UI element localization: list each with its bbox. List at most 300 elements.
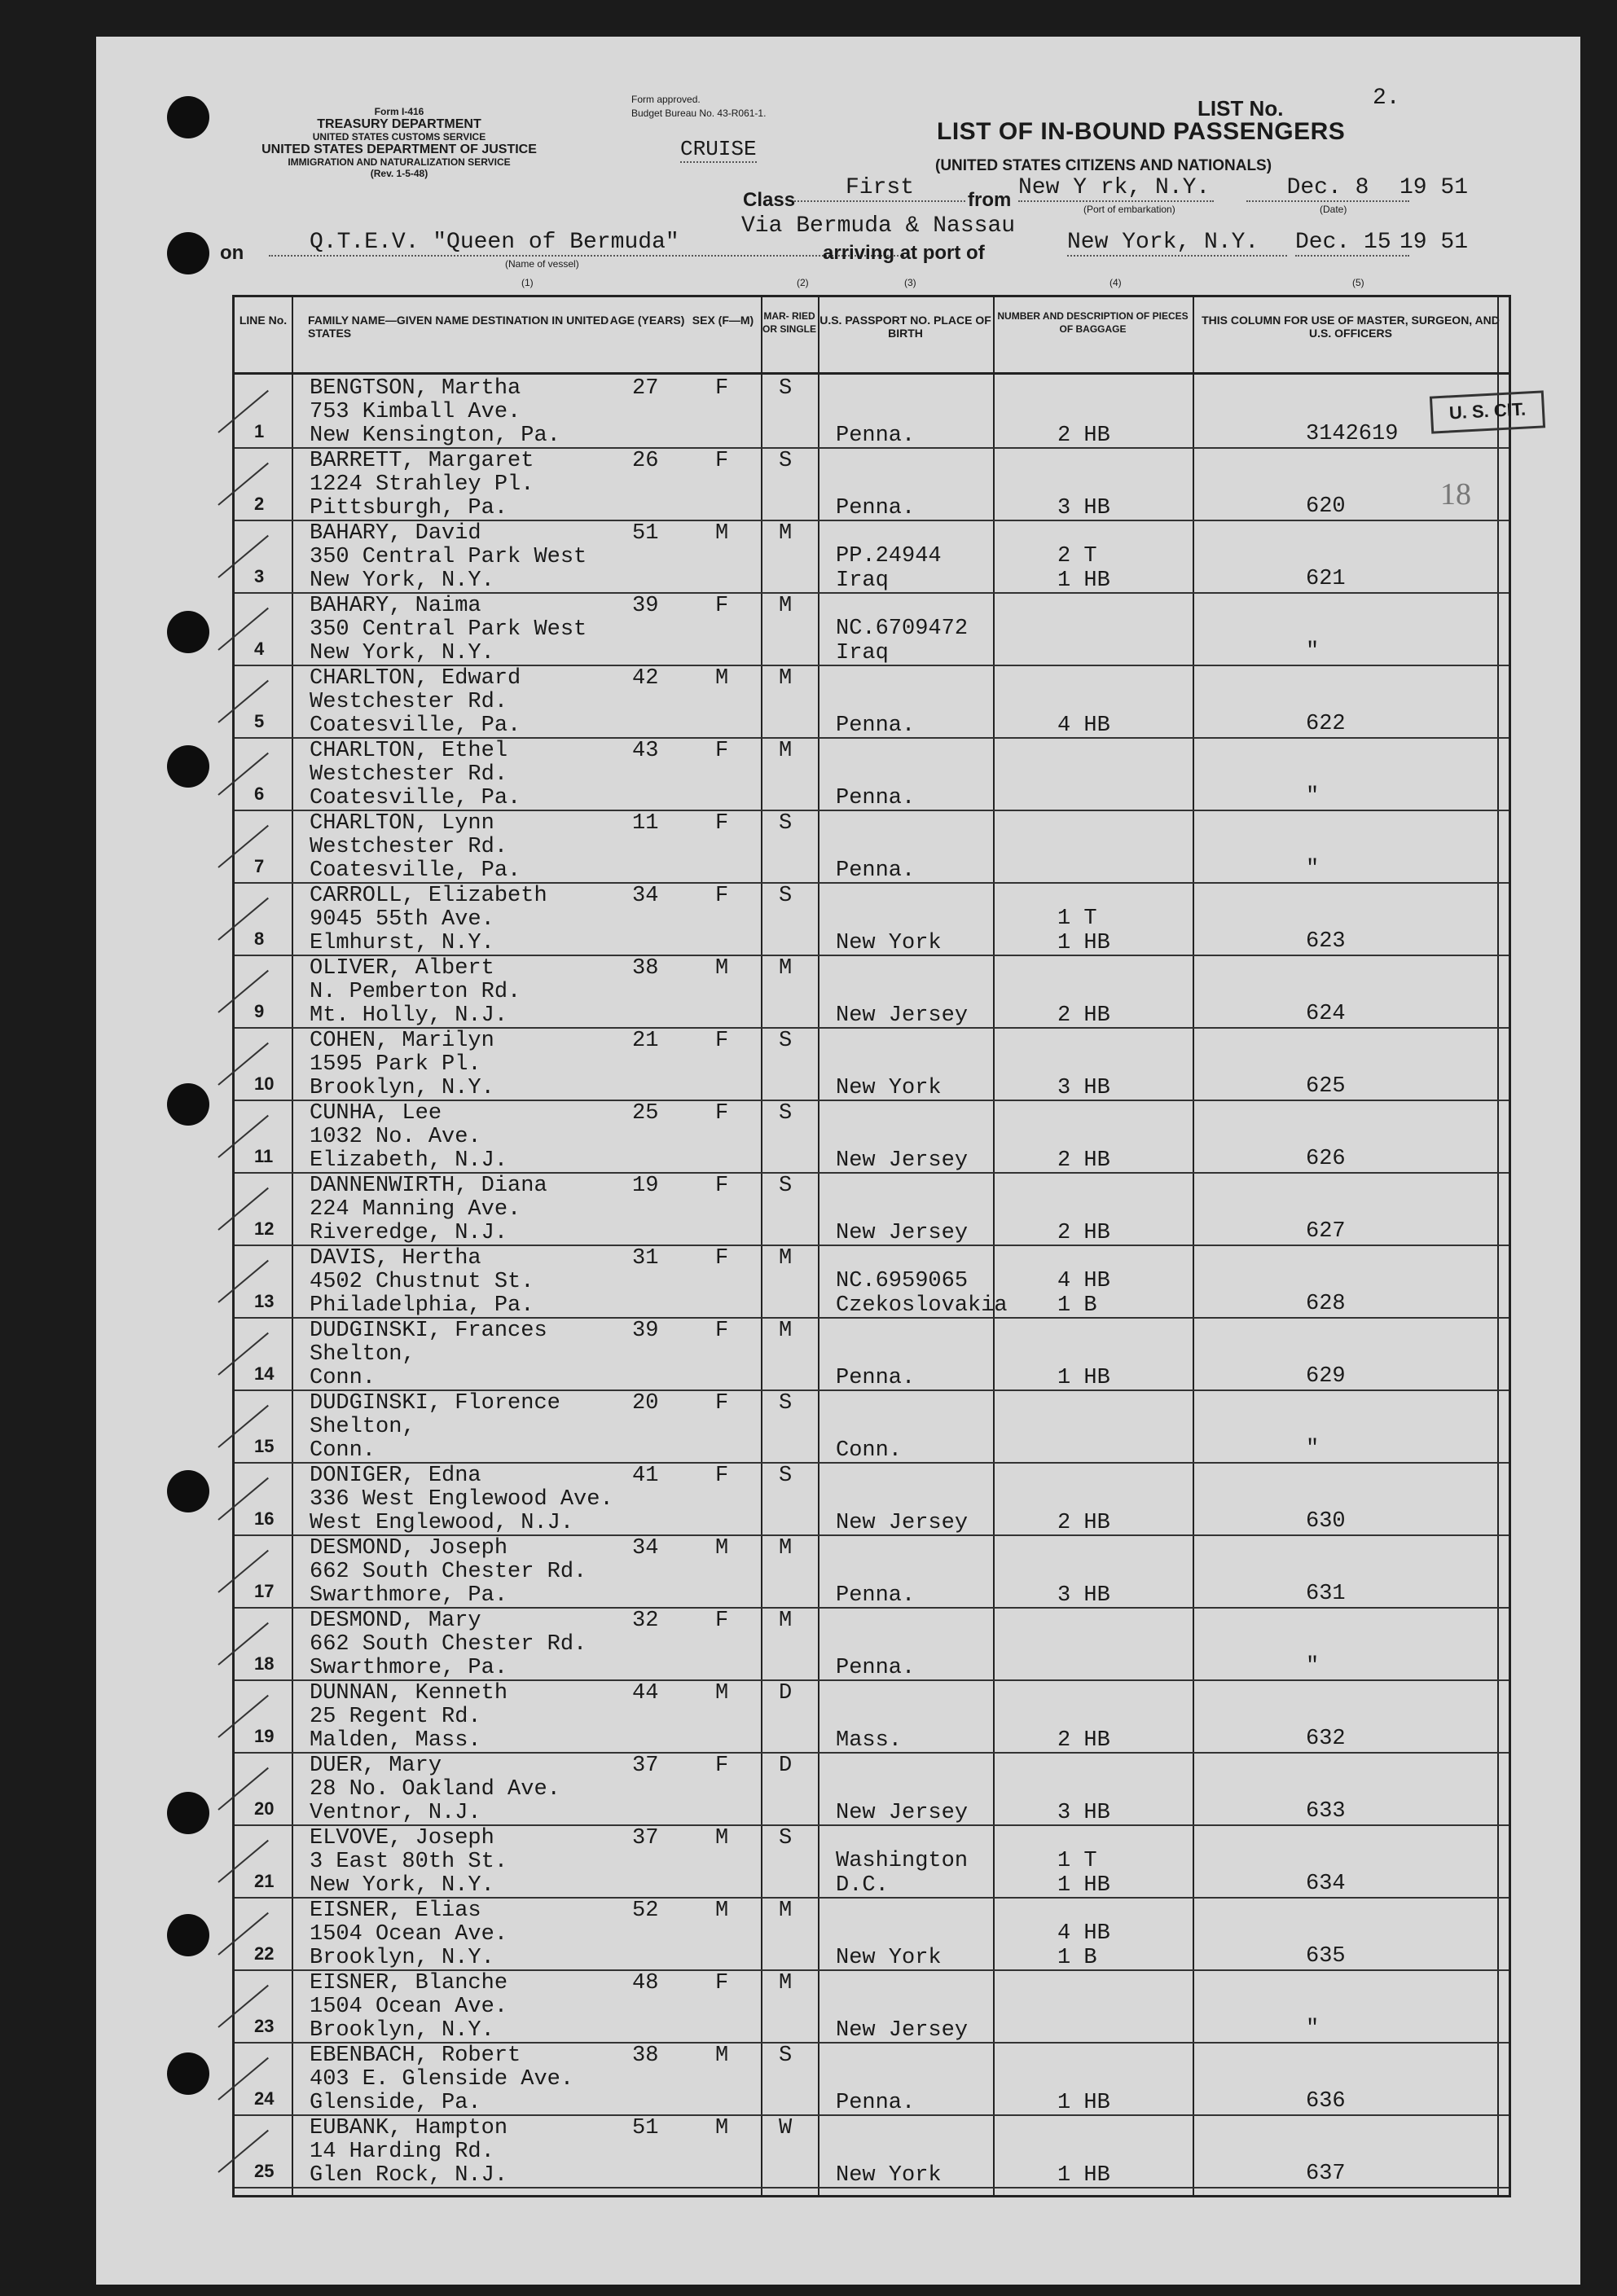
passenger-sex: F bbox=[715, 1246, 729, 1271]
passenger-age: 37 bbox=[632, 1826, 659, 1850]
passenger-name: BAHARY, David bbox=[310, 521, 481, 546]
place-of-birth: New Jersey bbox=[836, 2018, 969, 2043]
page-title: LIST OF IN-BOUND PASSENGERS bbox=[937, 118, 1346, 145]
baggage-line-2: 2 HB bbox=[1057, 424, 1110, 448]
table-row bbox=[235, 447, 1509, 520]
row-line-number: 22 bbox=[254, 1943, 275, 1964]
baggage-line-2: 1 HB bbox=[1057, 1873, 1110, 1898]
passenger-sex: F bbox=[715, 1754, 729, 1778]
punch-hole bbox=[167, 1914, 209, 1956]
punch-hole bbox=[167, 611, 209, 653]
table-row bbox=[235, 1172, 1509, 1245]
place-of-birth: Iraq bbox=[836, 641, 889, 665]
passenger-marital-status: M bbox=[779, 521, 793, 546]
passenger-marital-status: S bbox=[779, 1391, 793, 1416]
page-mark: 18 bbox=[1440, 477, 1471, 511]
passenger-marital-status: S bbox=[779, 884, 793, 908]
passenger-marital-status: S bbox=[779, 811, 793, 836]
passenger-name: DUER, Mary bbox=[310, 1754, 442, 1778]
col-number-4: (4) bbox=[1109, 277, 1122, 288]
passenger-name: DONIGER, Edna bbox=[310, 1464, 481, 1488]
passenger-city: Riveredge, N.J. bbox=[310, 1221, 508, 1245]
passenger-marital-status: S bbox=[779, 449, 793, 473]
baggage-line-2: 1 HB bbox=[1057, 931, 1110, 955]
passenger-marital-status: M bbox=[779, 1899, 793, 1923]
punch-hole bbox=[167, 96, 209, 138]
passenger-sex: M bbox=[715, 1826, 729, 1850]
table-row bbox=[235, 1969, 1509, 2042]
passenger-city: Elmhurst, N.Y. bbox=[310, 931, 494, 955]
passenger-name: BARRETT, Margaret bbox=[310, 449, 534, 473]
on-label: on bbox=[220, 242, 244, 264]
header-line-no: LINE No. bbox=[235, 297, 292, 375]
baggage-line-1: 1 T bbox=[1057, 1849, 1097, 1873]
row-line-number: 13 bbox=[254, 1291, 275, 1311]
arriving-label: arriving at port of bbox=[823, 242, 985, 264]
baggage-line-1: 2 T bbox=[1057, 544, 1097, 569]
header-name: FAMILY NAME—GIVEN NAME DESTINATION IN UNITED STATES bbox=[292, 297, 609, 375]
header-passport: U.S. PASSPORT NO. PLACE OF BIRTH bbox=[818, 297, 993, 375]
place-of-birth: Penna. bbox=[836, 713, 916, 738]
baggage-line-2: 2 HB bbox=[1057, 1728, 1110, 1753]
baggage-line-2: 3 HB bbox=[1057, 496, 1110, 520]
table-row bbox=[235, 1824, 1509, 1897]
passenger-table bbox=[232, 295, 1511, 2197]
baggage-line-2: 1 B bbox=[1057, 1946, 1097, 1970]
passenger-marital-status: M bbox=[779, 739, 793, 763]
passenger-address: 4502 Chustnut St. bbox=[310, 1270, 534, 1294]
passenger-address: 25 Regent Rd. bbox=[310, 1705, 481, 1729]
passenger-sex: F bbox=[715, 1174, 729, 1198]
passenger-sex: F bbox=[715, 739, 729, 763]
passenger-name: DESMOND, Mary bbox=[310, 1609, 481, 1633]
passenger-age: 32 bbox=[632, 1609, 659, 1633]
passenger-sex: F bbox=[715, 594, 729, 618]
passenger-city: New York, N.Y. bbox=[310, 569, 494, 593]
col-number-2: (2) bbox=[797, 277, 809, 288]
passenger-marital-status: S bbox=[779, 376, 793, 401]
passenger-name: CHARLTON, Lynn bbox=[310, 811, 494, 836]
officer-notation: 627 bbox=[1306, 1219, 1346, 1244]
passenger-address: 350 Central Park West bbox=[310, 617, 587, 642]
row-line-number: 4 bbox=[254, 639, 265, 659]
passenger-address: 1504 Ocean Ave. bbox=[310, 1995, 508, 2019]
passenger-age: 44 bbox=[632, 1681, 659, 1706]
table-row bbox=[235, 1462, 1509, 1534]
officer-notation: " bbox=[1306, 639, 1320, 664]
passenger-city: Malden, Mass. bbox=[310, 1728, 481, 1753]
passenger-sex: M bbox=[715, 521, 729, 546]
officer-notation: 620 bbox=[1306, 494, 1346, 519]
table-row bbox=[235, 1100, 1509, 1172]
passenger-marital-status: S bbox=[779, 2044, 793, 2068]
arrival-date: Dec. 15 bbox=[1295, 230, 1409, 257]
table-row bbox=[235, 520, 1509, 592]
header-baggage: NUMBER AND DESCRIPTION OF PIECES OF BAGGAGE bbox=[993, 297, 1193, 375]
place-of-birth: New Jersey bbox=[836, 1221, 969, 1245]
passenger-marital-status: M bbox=[779, 1971, 793, 1995]
passenger-marital-status: S bbox=[779, 1826, 793, 1850]
passenger-sex: F bbox=[715, 1391, 729, 1416]
passenger-address: 662 South Chester Rd. bbox=[310, 1632, 587, 1657]
passenger-age: 51 bbox=[632, 2116, 659, 2140]
passenger-sex: F bbox=[715, 449, 729, 473]
place-of-birth: Penna. bbox=[836, 786, 916, 810]
passenger-address: 753 Kimball Ave. bbox=[310, 400, 521, 424]
passenger-age: 51 bbox=[632, 521, 659, 546]
baggage-line-1: 1 T bbox=[1057, 907, 1097, 931]
table-row bbox=[235, 737, 1509, 810]
row-line-number: 1 bbox=[254, 421, 265, 441]
passenger-marital-status: D bbox=[779, 1681, 793, 1706]
table-row bbox=[235, 1245, 1509, 1317]
row-line-number: 18 bbox=[254, 1653, 275, 1674]
place-of-birth: New Jersey bbox=[836, 1003, 969, 1028]
table-row bbox=[235, 1317, 1509, 1389]
row-line-number: 6 bbox=[254, 784, 265, 804]
row-line-number: 24 bbox=[254, 2088, 275, 2109]
passenger-marital-status: M bbox=[779, 1319, 793, 1343]
passenger-city: Coatesville, Pa. bbox=[310, 713, 521, 738]
class-label: Class bbox=[743, 189, 796, 211]
cruise-label: CRUISE bbox=[680, 137, 757, 161]
officer-notation: 634 bbox=[1306, 1872, 1346, 1896]
passenger-name: CHARLTON, Edward bbox=[310, 666, 521, 691]
list-number: 2. bbox=[1373, 86, 1400, 111]
passenger-sex: M bbox=[715, 2116, 729, 2140]
officer-notation: 621 bbox=[1306, 567, 1346, 591]
passenger-city: Ventnor, N.J. bbox=[310, 1801, 481, 1825]
row-line-number: 3 bbox=[254, 566, 265, 586]
officer-notation: " bbox=[1306, 1437, 1320, 1461]
passenger-sex: F bbox=[715, 376, 729, 401]
passenger-age: 41 bbox=[632, 1464, 659, 1488]
port-of-embarkation-caption: (Port of embarkation) bbox=[1083, 204, 1175, 215]
passenger-address: 3 East 80th St. bbox=[310, 1850, 508, 1874]
passenger-address: 403 E. Glenside Ave. bbox=[310, 2067, 574, 2092]
passenger-address: 1504 Ocean Ave. bbox=[310, 1922, 508, 1947]
passenger-name: CUNHA, Lee bbox=[310, 1101, 442, 1126]
table-row bbox=[235, 1389, 1509, 1462]
place-of-birth: New Jersey bbox=[836, 1511, 969, 1535]
passenger-address: Shelton, bbox=[310, 1415, 415, 1439]
table-row bbox=[235, 1752, 1509, 1824]
passenger-sex: M bbox=[715, 2044, 729, 2068]
punch-hole bbox=[167, 745, 209, 788]
row-line-number: 10 bbox=[254, 1073, 275, 1094]
row-divider bbox=[235, 2187, 1509, 2188]
passenger-city: Pittsburgh, Pa. bbox=[310, 496, 508, 520]
passenger-address: 14 Harding Rd. bbox=[310, 2140, 494, 2164]
place-of-birth: New York bbox=[836, 2163, 942, 2188]
passenger-city: Brooklyn, N.Y. bbox=[310, 2018, 494, 2043]
passenger-city: New Kensington, Pa. bbox=[310, 424, 560, 448]
officer-notation: 637 bbox=[1306, 2162, 1346, 2186]
passenger-age: 52 bbox=[632, 1899, 659, 1923]
place-of-birth: Penna. bbox=[836, 2091, 916, 2115]
passport-number: NC.6709472 bbox=[836, 617, 969, 641]
passenger-age: 39 bbox=[632, 1319, 659, 1343]
passenger-sex: F bbox=[715, 1609, 729, 1633]
baggage-line-1: 4 HB bbox=[1057, 1269, 1110, 1293]
officer-notation: 631 bbox=[1306, 1582, 1346, 1606]
passenger-city: West Englewood, N.J. bbox=[310, 1511, 574, 1535]
passenger-name: CARROLL, Elizabeth bbox=[310, 884, 547, 908]
row-line-number: 14 bbox=[254, 1363, 275, 1384]
passenger-address: 350 Central Park West bbox=[310, 545, 587, 569]
place-of-birth: New York bbox=[836, 931, 942, 955]
passenger-sex: M bbox=[715, 1899, 729, 1923]
passenger-marital-status: M bbox=[779, 594, 793, 618]
form-number: Form I-416 bbox=[374, 106, 424, 117]
passenger-sex: M bbox=[715, 956, 729, 981]
row-line-number: 21 bbox=[254, 1871, 275, 1891]
form-revision: (Rev. 1-5-48) bbox=[370, 168, 428, 179]
officer-notation: 633 bbox=[1306, 1799, 1346, 1824]
passenger-name: OLIVER, Albert bbox=[310, 956, 494, 981]
treasury-dept: TREASURY DEPARTMENT bbox=[317, 117, 481, 131]
place-of-birth: Czekoslovakia bbox=[836, 1293, 1008, 1318]
row-line-number: 17 bbox=[254, 1581, 275, 1601]
passenger-marital-status: M bbox=[779, 956, 793, 981]
passenger-sex: M bbox=[715, 1681, 729, 1706]
table-row bbox=[235, 1534, 1509, 1607]
passenger-sex: F bbox=[715, 1464, 729, 1488]
passenger-city: Glen Rock, N.J. bbox=[310, 2163, 508, 2188]
passenger-sex: F bbox=[715, 1029, 729, 1053]
place-of-birth: Mass. bbox=[836, 1728, 903, 1753]
passenger-name: DANNENWIRTH, Diana bbox=[310, 1174, 547, 1198]
ins-service: IMMIGRATION AND NATURALIZATION SERVICE bbox=[288, 156, 511, 168]
baggage-line-2: 1 HB bbox=[1057, 2163, 1110, 2188]
officer-notation: 626 bbox=[1306, 1147, 1346, 1171]
passenger-address: 1595 Park Pl. bbox=[310, 1052, 481, 1077]
passenger-age: 31 bbox=[632, 1246, 659, 1271]
passenger-marital-status: M bbox=[779, 1609, 793, 1633]
table-row bbox=[235, 955, 1509, 1027]
officer-notation: 630 bbox=[1306, 1509, 1346, 1534]
table-row bbox=[235, 1027, 1509, 1100]
officer-notation: " bbox=[1306, 784, 1320, 809]
passenger-address: 28 No. Oakland Ave. bbox=[310, 1777, 560, 1802]
officer-notation: " bbox=[1306, 857, 1320, 881]
header-marital: MAR- RIED OR SINGLE bbox=[761, 297, 818, 375]
passenger-address: 336 West Englewood Ave. bbox=[310, 1487, 613, 1512]
officer-notation: 622 bbox=[1306, 712, 1346, 736]
row-line-number: 25 bbox=[254, 2161, 275, 2181]
officer-notation: 636 bbox=[1306, 2089, 1346, 2114]
list-number-label: LIST No. bbox=[1197, 96, 1284, 121]
row-line-number: 20 bbox=[254, 1798, 275, 1819]
passenger-marital-status: S bbox=[779, 1101, 793, 1126]
baggage-line-1: 4 HB bbox=[1057, 1921, 1110, 1946]
passenger-name: CHARLTON, Ethel bbox=[310, 739, 508, 763]
passenger-age: 26 bbox=[632, 449, 659, 473]
row-line-number: 11 bbox=[254, 1146, 274, 1166]
baggage-line-2: 1 HB bbox=[1057, 569, 1110, 593]
passenger-address: N. Pemberton Rd. bbox=[310, 980, 521, 1004]
place-of-birth: Penna. bbox=[836, 496, 916, 520]
passenger-name: BAHARY, Naima bbox=[310, 594, 481, 618]
passenger-age: 43 bbox=[632, 739, 659, 763]
officer-notation: 624 bbox=[1306, 1002, 1346, 1026]
class-value: First bbox=[794, 175, 965, 202]
passenger-name: ELVOVE, Joseph bbox=[310, 1826, 494, 1850]
row-line-number: 16 bbox=[254, 1508, 275, 1529]
passenger-address: 1032 No. Ave. bbox=[310, 1125, 481, 1149]
passenger-address: Westchester Rd. bbox=[310, 762, 508, 787]
baggage-line-2: 4 HB bbox=[1057, 713, 1110, 738]
row-line-number: 15 bbox=[254, 1436, 275, 1456]
row-line-number: 9 bbox=[254, 1001, 265, 1021]
table-row bbox=[235, 375, 1509, 447]
passenger-age: 11 bbox=[632, 811, 659, 836]
passenger-city: Philadelphia, Pa. bbox=[310, 1293, 534, 1318]
passenger-city: Brooklyn, N.Y. bbox=[310, 1946, 494, 1970]
table-row bbox=[235, 2114, 1509, 2187]
passenger-sex: F bbox=[715, 1971, 729, 1995]
passenger-age: 34 bbox=[632, 1536, 659, 1561]
passenger-city: Brooklyn, N.Y. bbox=[310, 1076, 494, 1100]
passenger-age: 38 bbox=[632, 2044, 659, 2068]
row-line-number: 23 bbox=[254, 2016, 275, 2036]
baggage-line-2: 2 HB bbox=[1057, 1003, 1110, 1028]
passenger-city: Conn. bbox=[310, 1366, 376, 1390]
passenger-name: DESMOND, Joseph bbox=[310, 1536, 508, 1561]
passenger-name: DUNNAN, Kenneth bbox=[310, 1681, 508, 1706]
passenger-city: Glenside, Pa. bbox=[310, 2091, 481, 2115]
place-of-birth: New Jersey bbox=[836, 1148, 969, 1173]
passenger-city: Mt. Holly, N.J. bbox=[310, 1003, 508, 1028]
passenger-age: 20 bbox=[632, 1391, 659, 1416]
officer-notation: " bbox=[1306, 2017, 1320, 2041]
passenger-address: 224 Manning Ave. bbox=[310, 1197, 521, 1222]
passenger-address: Westchester Rd. bbox=[310, 690, 508, 714]
officer-notation: 629 bbox=[1306, 1364, 1346, 1389]
passenger-age: 34 bbox=[632, 884, 659, 908]
table-row bbox=[235, 2042, 1509, 2114]
place-of-birth: Penna. bbox=[836, 424, 916, 448]
passenger-name: DUDGINSKI, Florence bbox=[310, 1391, 560, 1416]
passenger-city: Coatesville, Pa. bbox=[310, 858, 521, 883]
embarkation-date: Dec. 8 bbox=[1246, 175, 1409, 202]
passenger-marital-status: D bbox=[779, 1754, 793, 1778]
row-line-number: 7 bbox=[254, 856, 265, 876]
baggage-line-2: 3 HB bbox=[1057, 1801, 1110, 1825]
passenger-age: 42 bbox=[632, 666, 659, 691]
passenger-marital-status: M bbox=[779, 1246, 793, 1271]
passenger-marital-status: M bbox=[779, 1536, 793, 1561]
passport-number: Washington bbox=[836, 1849, 969, 1873]
table-row bbox=[235, 1607, 1509, 1679]
passenger-city: Swarthmore, Pa. bbox=[310, 1656, 508, 1680]
passport-number: PP.24944 bbox=[836, 544, 942, 569]
passenger-address: 9045 55th Ave. bbox=[310, 907, 494, 932]
table-row bbox=[235, 1897, 1509, 1969]
via-route: Via Bermuda & Nassau bbox=[741, 213, 1016, 239]
baggage-line-2: 2 HB bbox=[1057, 1148, 1110, 1173]
passenger-address: 1224 Strahley Pl. bbox=[310, 472, 534, 497]
table-row bbox=[235, 1679, 1509, 1752]
passenger-name: EISNER, Elias bbox=[310, 1899, 481, 1923]
us-citizen-stamp: U. S. CIT. bbox=[1430, 390, 1545, 433]
passenger-marital-status: M bbox=[779, 666, 793, 691]
officer-notation: 635 bbox=[1306, 1944, 1346, 1969]
row-line-number: 19 bbox=[254, 1726, 275, 1746]
place-of-birth: New York bbox=[836, 1946, 942, 1970]
passenger-address: Westchester Rd. bbox=[310, 835, 508, 859]
col-number-3: (3) bbox=[904, 277, 916, 288]
arrival-year: 19 51 bbox=[1399, 230, 1469, 255]
col-number-1: (1) bbox=[521, 277, 534, 288]
from-label: from bbox=[968, 189, 1012, 211]
passenger-name: BENGTSON, Martha bbox=[310, 376, 521, 401]
baggage-line-2: 1 B bbox=[1057, 1293, 1097, 1318]
place-of-birth: Penna. bbox=[836, 858, 916, 883]
passenger-marital-status: S bbox=[779, 1029, 793, 1053]
passenger-age: 19 bbox=[632, 1174, 659, 1198]
passenger-marital-status: W bbox=[779, 2116, 793, 2140]
date-caption: (Date) bbox=[1320, 204, 1347, 215]
row-line-number: 8 bbox=[254, 928, 265, 949]
row-line-number: 5 bbox=[254, 711, 265, 731]
punch-hole bbox=[167, 1470, 209, 1512]
passenger-city: Elizabeth, N.J. bbox=[310, 1148, 508, 1173]
row-line-number: 12 bbox=[254, 1218, 275, 1239]
arrival-port: New York, N.Y. bbox=[1067, 230, 1287, 257]
passenger-age: 21 bbox=[632, 1029, 659, 1053]
passenger-name: EBENBACH, Robert bbox=[310, 2044, 521, 2068]
vessel-name-caption: (Name of vessel) bbox=[505, 258, 579, 270]
punch-hole bbox=[167, 2052, 209, 2095]
place-of-birth: Penna. bbox=[836, 1366, 916, 1390]
embarkation-year: 19 51 bbox=[1399, 175, 1469, 200]
table-row bbox=[235, 882, 1509, 955]
officer-notation: " bbox=[1306, 1654, 1320, 1679]
customs-service: UNITED STATES CUSTOMS SERVICE bbox=[312, 131, 486, 143]
officer-notation: 623 bbox=[1306, 929, 1346, 954]
col-number-5: (5) bbox=[1352, 277, 1364, 288]
passenger-city: Swarthmore, Pa. bbox=[310, 1583, 508, 1608]
passenger-address: 662 South Chester Rd. bbox=[310, 1560, 587, 1584]
header-sex: SEX (F—M) bbox=[685, 297, 761, 375]
place-of-birth: Conn. bbox=[836, 1438, 903, 1463]
baggage-line-2: 2 HB bbox=[1057, 1511, 1110, 1535]
passenger-name: DUDGINSKI, Frances bbox=[310, 1319, 547, 1343]
passenger-sex: M bbox=[715, 1536, 729, 1561]
passenger-age: 37 bbox=[632, 1754, 659, 1778]
passenger-sex: F bbox=[715, 884, 729, 908]
passenger-age: 25 bbox=[632, 1101, 659, 1126]
passport-number: NC.6959065 bbox=[836, 1269, 969, 1293]
baggage-line-2: 1 HB bbox=[1057, 2091, 1110, 2115]
justice-dept: UNITED STATES DEPARTMENT OF JUSTICE bbox=[261, 143, 537, 156]
punch-hole bbox=[167, 232, 209, 274]
place-of-birth: New York bbox=[836, 1076, 942, 1100]
passenger-age: 48 bbox=[632, 1971, 659, 1995]
baggage-line-2: 3 HB bbox=[1057, 1583, 1110, 1608]
vessel-name: Q.T.E.V. "Queen of Bermuda" bbox=[269, 230, 904, 257]
passenger-name: DAVIS, Hertha bbox=[310, 1246, 481, 1271]
officer-notation: 628 bbox=[1306, 1292, 1346, 1316]
baggage-line-2: 3 HB bbox=[1057, 1076, 1110, 1100]
place-of-birth: Iraq bbox=[836, 569, 889, 593]
baggage-line-2: 1 HB bbox=[1057, 1366, 1110, 1390]
page-subtitle: (UNITED STATES CITIZENS AND NATIONALS) bbox=[935, 157, 1272, 174]
passenger-age: 39 bbox=[632, 594, 659, 618]
passenger-sex: F bbox=[715, 1101, 729, 1126]
punch-hole bbox=[167, 1792, 209, 1834]
